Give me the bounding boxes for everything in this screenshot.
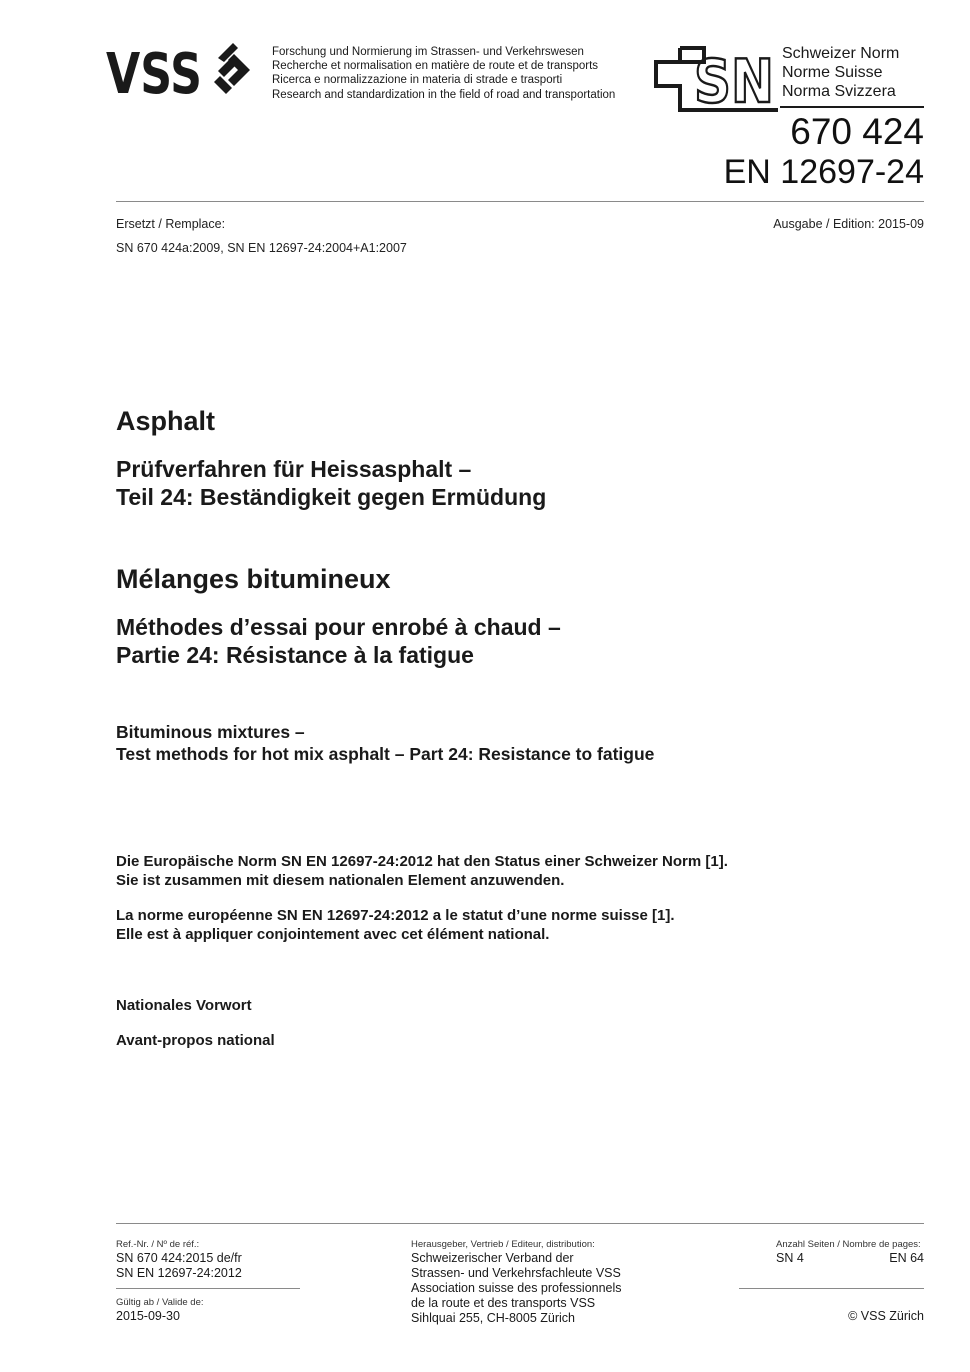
title-en-line-1: Bituminous mixtures –	[116, 722, 305, 742]
statement-fr-line-1: La norme européenne SN EN 12697-24:2012 a le statut d’une norme suisse [1].	[116, 907, 675, 924]
tagline-it: Ricerca e normalizzazione in materia di strade e trasporti	[272, 74, 563, 87]
sn-logo-text: SN	[694, 47, 774, 117]
pages-sn: SN 4	[776, 1251, 804, 1265]
footer-left-divider	[116, 1288, 300, 1289]
footer-divider	[116, 1223, 924, 1224]
publisher-line: de la route et des transports VSS	[411, 1296, 596, 1310]
subtitle-fr-line-2: Partie 24: Résistance à la fatigue	[116, 642, 474, 668]
pages-label: Anzahl Seiten / Nombre de pages:	[776, 1239, 921, 1250]
title-fr: Mélanges bitumineux	[116, 564, 391, 594]
statement-de-line-2: Sie ist zusammen mit diesem nationalen Element anzuwenden.	[116, 871, 565, 889]
foreword-de: Nationales Vorwort	[116, 997, 252, 1014]
header-divider	[116, 201, 924, 202]
en-number: EN 12697-24	[723, 153, 924, 191]
vss-logo	[106, 40, 266, 107]
sn-names	[782, 44, 899, 101]
ref-number-1: SN 670 424:2015 de/fr	[116, 1251, 242, 1265]
foreword-fr: Avant-propos national	[116, 1032, 275, 1049]
publisher-line: Association suisse des professionnels	[411, 1281, 622, 1295]
publisher-line: Strassen- und Verkehrsfachleute VSS	[411, 1266, 621, 1280]
subtitle-de-line-1: Prüfverfahren für Heissasphalt –	[116, 456, 472, 482]
sn-name-fr: Norme Suisse	[782, 64, 883, 81]
subtitle-fr-line-1: Méthodes d’essai pour enrobé à chaud –	[116, 614, 561, 640]
footer-right-divider	[739, 1288, 924, 1289]
tagline-en: Research and standardization in the field of road and transportation	[272, 88, 616, 101]
ref-number-2: SN EN 12697-24:2012	[116, 1266, 242, 1280]
standard-number: 670 424	[790, 111, 924, 152]
title-en-line-2: Test methods for hot mix asphalt – Part 24: Resistance to fatigue	[116, 744, 655, 764]
statement-de-line-1: Die Europäische Norm SN EN 12697-24:2012 hat den Status einer Schweizer Norm [1].	[116, 853, 728, 870]
statement-fr	[116, 907, 675, 944]
tagline-fr: Recherche et normalisation en matière de route et de transports	[272, 60, 599, 73]
sn-underline	[780, 106, 924, 108]
subtitle-de	[116, 455, 546, 511]
vss-logo-text: VSS	[106, 42, 202, 107]
subtitle-de-line-2: Teil 24: Beständigkeit gegen Ermüdung	[116, 484, 547, 510]
publisher-line: Sihlquai 255, CH-8005 Zürich	[411, 1311, 575, 1325]
title-en	[116, 721, 654, 765]
sn-name-it: Norma Svizzera	[782, 83, 896, 100]
valid-label: Gültig ab / Valide de:	[116, 1297, 204, 1308]
edition: Ausgabe / Edition: 2015-09	[773, 217, 924, 231]
valid-date: 2015-09-30	[116, 1309, 180, 1323]
publisher-line: Schweizerischer Verband der	[411, 1251, 574, 1265]
replaces-value: SN 670 424a:2009, SN EN 12697-24:2004+A1:2007	[116, 241, 407, 255]
vss-tagline	[272, 45, 615, 102]
copyright: © VSS Zürich	[848, 1309, 924, 1323]
sn-logo	[656, 44, 778, 117]
subtitle-fr	[116, 613, 561, 669]
statement-fr-line-2: Elle est à appliquer conjointement avec cet élément national.	[116, 925, 550, 943]
tagline-de: Forschung und Normierung im Strassen- und Verkehrswesen	[272, 46, 584, 58]
pages-en: EN 64	[889, 1251, 924, 1265]
ref-label: Ref.-Nr. / Nº de réf.:	[116, 1239, 200, 1250]
publisher-address	[411, 1251, 622, 1326]
statement-de	[116, 853, 728, 890]
sn-name-de: Schweizer Norm	[782, 45, 900, 62]
title-de: Asphalt	[116, 406, 216, 436]
publisher-label: Herausgeber, Vertrieb / Editeur, distribution:	[411, 1239, 595, 1250]
replaces-label: Ersetzt / Remplace:	[116, 217, 226, 231]
